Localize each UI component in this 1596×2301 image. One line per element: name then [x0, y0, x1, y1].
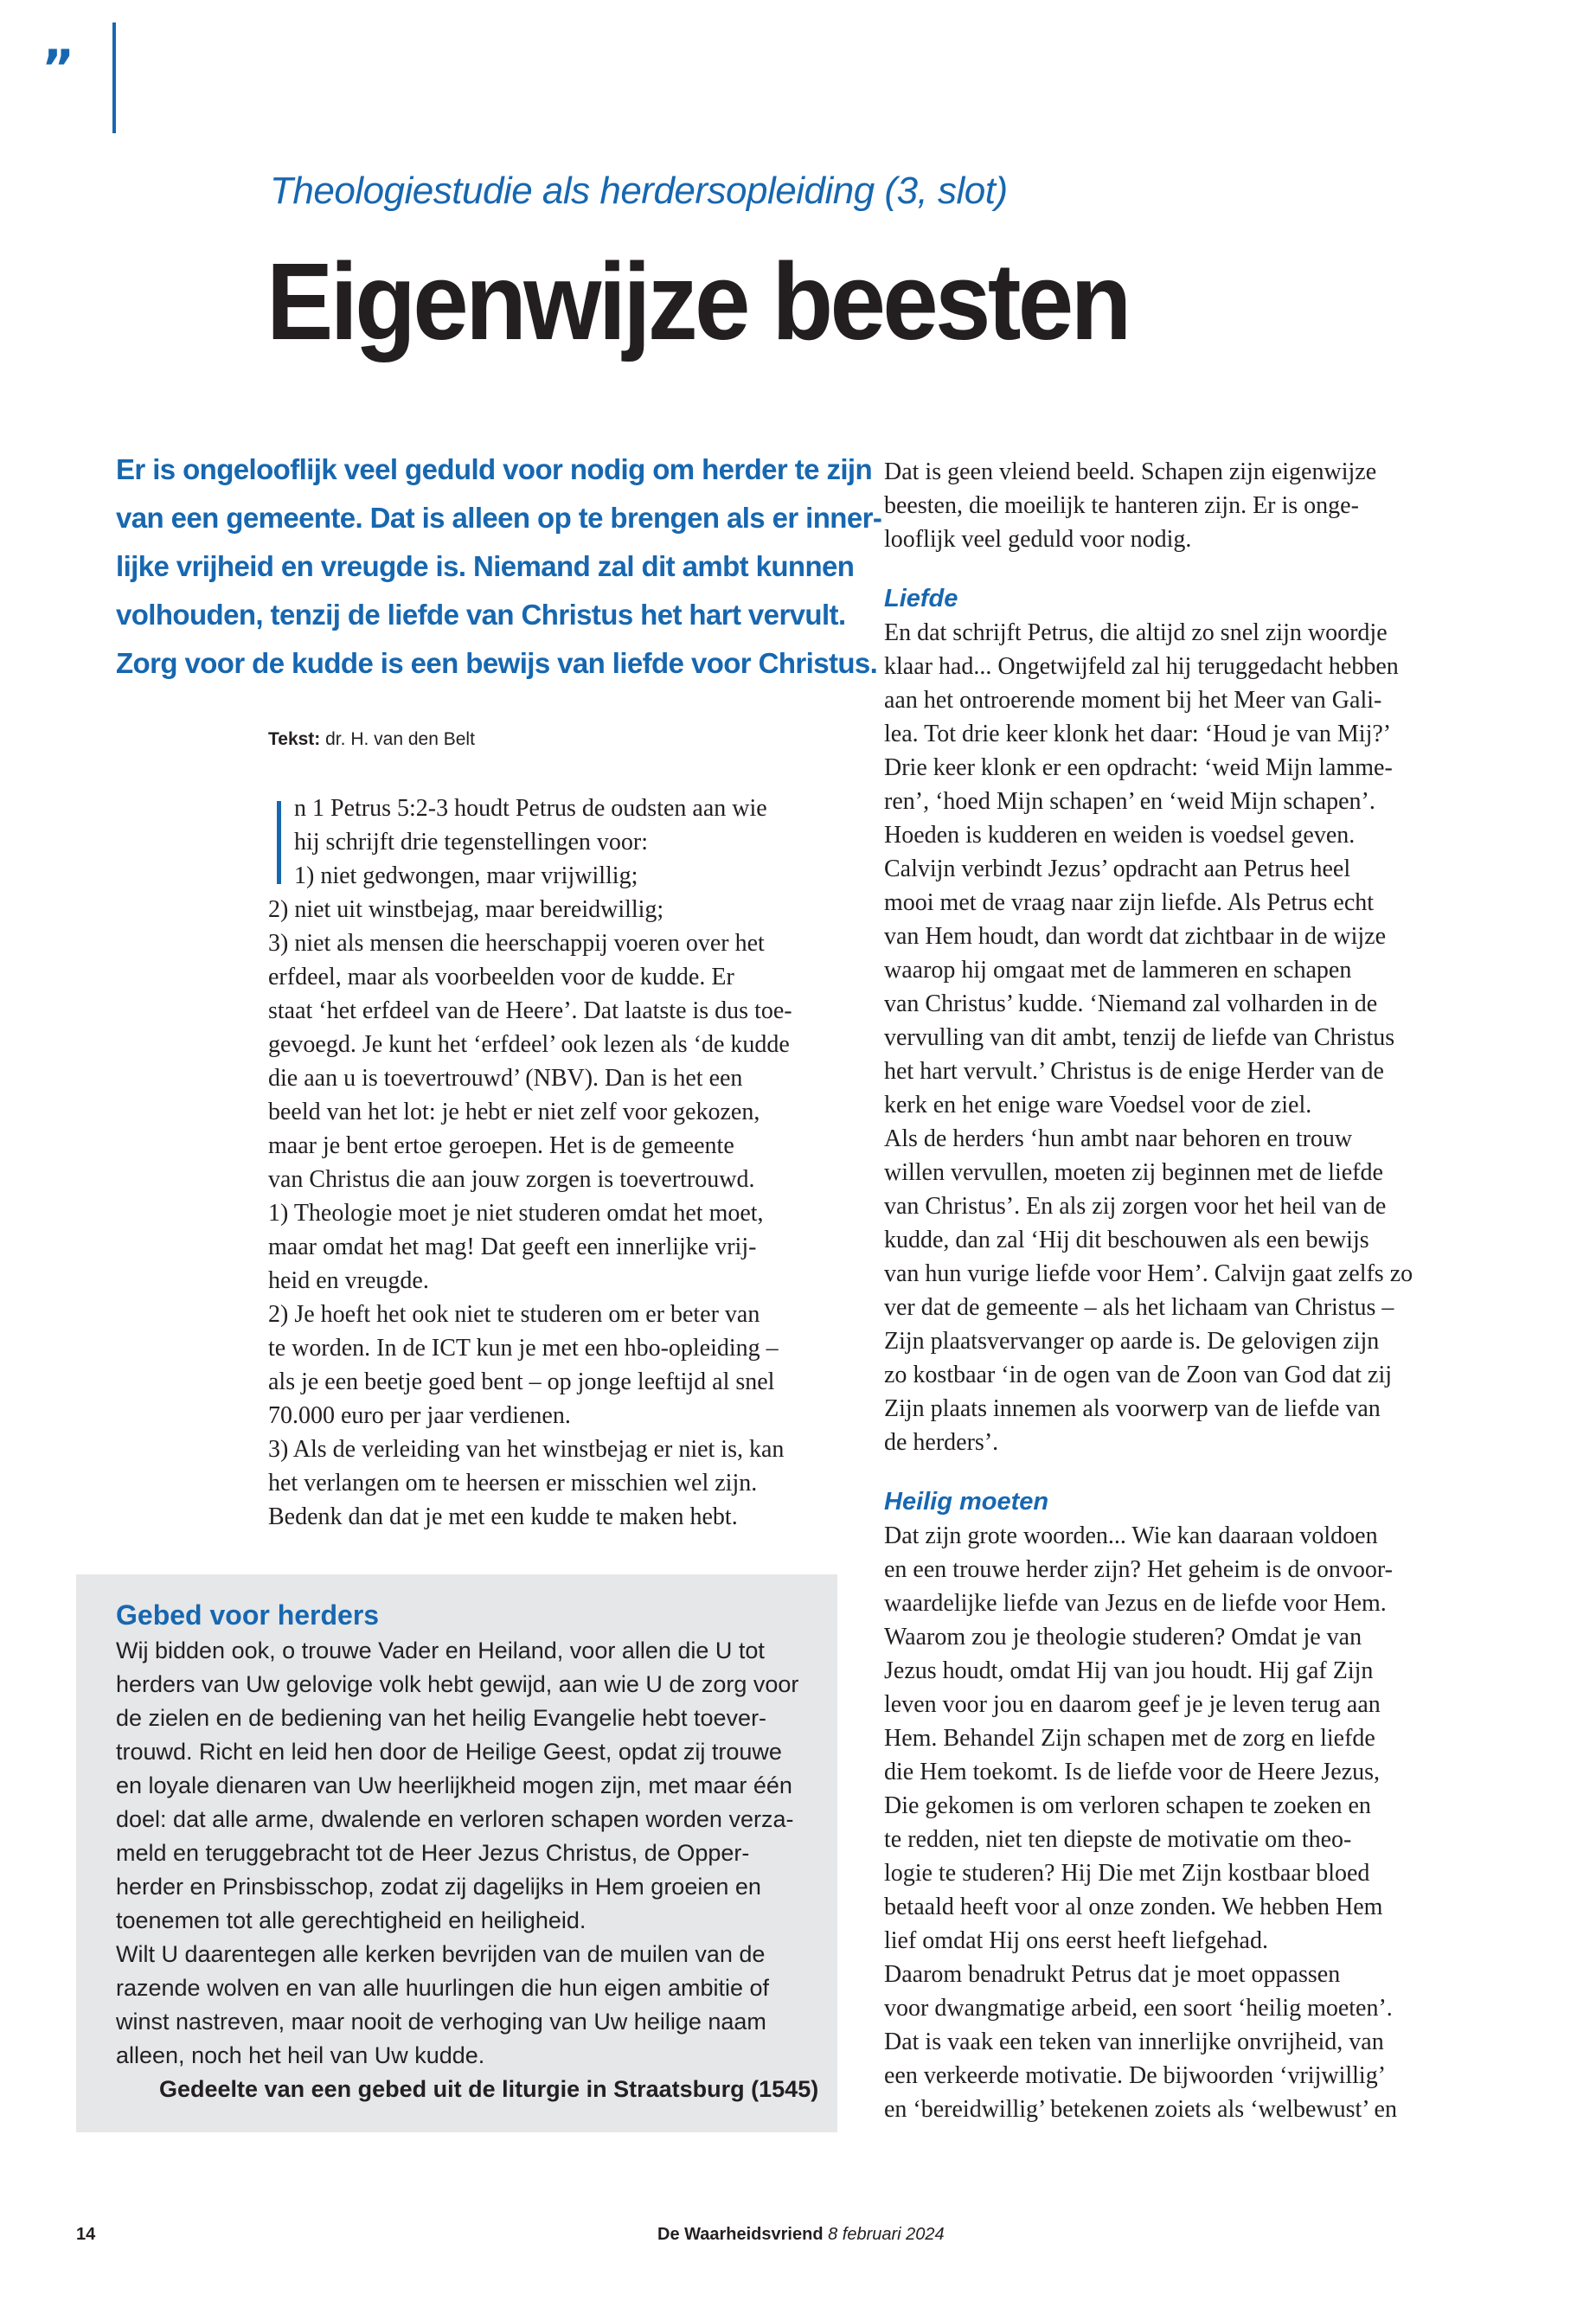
body-line: beeld van het lot: je hebt er niet zelf voor gekozen,	[268, 1099, 760, 1125]
body-column-left	[268, 792, 839, 1534]
body-line: aan het ontroerende moment bij het Meer van Gali-	[884, 687, 1382, 714]
quote-mark-icon: ”	[42, 39, 75, 98]
body-line: van hun vurige liefde voor Hem’. Calvijn gaat zelfs zo	[884, 1260, 1413, 1287]
lead-line: Zorg voor de kudde is een bewijs van liefde voor Christus.	[116, 647, 878, 679]
body-line: te worden. In de ICT kun je met een hbo-opleiding –	[268, 1335, 779, 1362]
body-line: Zijn plaatsvervanger op aarde is. De gelovigen zijn	[884, 1328, 1380, 1355]
body-line: Drie keer klonk er een opdracht: ‘weid Mijn lamme-	[884, 754, 1393, 781]
body-line: En dat schrijft Petrus, die altijd zo snel zijn woordje	[884, 619, 1388, 646]
body-line: Waarom zou je theologie studeren? Omdat je van	[884, 1624, 1362, 1650]
body-line: klaar had... Ongetwijfeld zal hij teruggedacht hebben	[884, 653, 1399, 680]
lead-line: volhouden, tenzij de liefde van Christus het hart vervult.	[116, 599, 846, 631]
article-kicker: Theologiestudie als herdersopleiding (3, slot)	[270, 170, 1008, 212]
prayer-box-title: Gebed voor herders	[116, 1599, 380, 1631]
body-line: 3) niet als mensen die heerschappij voeren over het	[268, 930, 765, 957]
body-line: hij schrijft drie tegenstellingen voor:	[294, 829, 649, 856]
body-line: logie te studeren? Hij Die met Zijn kostbaar bloed	[884, 1860, 1370, 1887]
body-line: maar omdat het mag! Dat geeft een innerlijke vrij-	[268, 1234, 757, 1260]
body-line: die Hem toekomt. Is de liefde voor de Heere Jezus,	[884, 1759, 1381, 1785]
body-line: looflijk veel geduld voor nodig.	[884, 526, 1192, 553]
subheading-liefde: Liefde	[884, 585, 958, 612]
body-line: Die gekomen is om verloren schapen te zoeken en	[884, 1792, 1371, 1819]
prayer-line: Wilt U daarentegen alle kerken bevrijden van de muilen van de	[116, 1941, 766, 1967]
body-line: Dat is geen vleiend beeld. Schapen zijn eigenwijze	[884, 458, 1377, 485]
prayer-line: herders van Uw gelovige volk hebt gewijd, aan wie U de zorg voor	[116, 1671, 799, 1697]
body-line: ren’, ‘hoed Mijn schapen’ en ‘weid Mijn schapen’.	[884, 788, 1375, 815]
body-line: vervulling van dit ambt, tenzij de liefde van Christus	[884, 1024, 1395, 1051]
body-line: voor dwangmatige arbeid, een soort ‘heilig moeten’.	[884, 1995, 1393, 2022]
body-line: Daarom benadrukt Petrus dat je moet oppassen	[884, 1961, 1341, 1988]
prayer-line: winst nastreven, maar nooit de verhoging van Uw heilige naam	[116, 2009, 766, 2035]
body-line: Dat zijn grote woorden... Wie kan daaraan voldoen	[884, 1522, 1378, 1549]
body-line: Zijn plaats innemen als voorwerp van de liefde van	[884, 1395, 1381, 1422]
body-line: Hem. Behandel Zijn schapen met de zorg en liefde	[884, 1725, 1375, 1752]
byline-label: Tekst:	[268, 729, 321, 749]
body-line: 1) niet gedwongen, maar vrijwillig;	[294, 862, 638, 889]
body-line: staat ‘het erfdeel van de Heere’. Dat laatste is dus toe-	[268, 997, 792, 1024]
body-line: n 1 Petrus 5:2-3 houdt Petrus de oudsten aan wie	[294, 795, 767, 822]
prayer-line: toenemen tot alle gerechtigheid en heiligheid.	[116, 1907, 586, 1933]
body-line: als je een beetje goed bent – op jonge leeftijd al snel	[268, 1368, 775, 1395]
body-line: Bedenk dan dat je met een kudde te maken hebt.	[268, 1503, 738, 1530]
body-line: te redden, niet ten diepste de motivatie om theo-	[884, 1826, 1352, 1853]
body-line: zo kostbaar ‘in de ogen van de Zoon van God dat zij	[884, 1362, 1393, 1388]
byline	[268, 729, 475, 750]
subheading-heilig-moeten: Heilig moeten	[884, 1488, 1049, 1516]
body-line: Jezus houdt, omdat Hij van jou houdt. Hij gaf Zijn	[884, 1657, 1374, 1684]
body-line: maar je bent ertoe geroepen. Het is de gemeente	[268, 1132, 734, 1159]
body-line: 2) niet uit winstbejag, maar bereidwillig;	[268, 896, 664, 923]
prayer-line: meld en teruggebracht tot de Heer Jezus Christus, de Opper-	[116, 1840, 750, 1866]
paragraph-gap	[884, 1459, 1455, 1485]
paragraph-gap	[884, 556, 1455, 582]
page-number: 14	[76, 2225, 96, 2244]
body-line: erfdeel, maar als voorbeelden voor de kudde. Er	[268, 964, 734, 990]
body-line: van Christus’. En als zij zorgen voor het heil van de	[884, 1193, 1387, 1220]
prayer-line: razende wolven en van alle huurlingen die hun eigen ambitie of	[116, 1975, 770, 2001]
body-line: en ‘bereidwillig’ betekenen zoiets als ‘welbewust’ en	[884, 2096, 1397, 2123]
footer-publication	[657, 2225, 945, 2245]
prayer-line: de zielen en de bediening van het heilig Evangelie hebt toever-	[116, 1705, 767, 1731]
body-line: lief omdat Hij ons eerst heeft liefgehad.	[884, 1927, 1268, 1954]
magazine-name: De Waarheidsvriend	[657, 2225, 824, 2244]
body-line: kudde, dan zal ‘Hij dit beschouwen als een bewijs	[884, 1227, 1369, 1253]
body-line: heid en vreugde.	[268, 1267, 429, 1294]
lead-line: Er is ongelooflijk veel geduld voor nodig om herder te zijn	[116, 453, 873, 485]
body-line: leven voor jou en daarom geef je je leven terug aan	[884, 1691, 1381, 1718]
body-line: 1) Theologie moet je niet studeren omdat het moet,	[268, 1200, 764, 1227]
body-line: het verlangen om te heersen er misschien wel zijn.	[268, 1470, 758, 1497]
body-line: betaald heeft voor al onze zonden. We hebben Hem	[884, 1894, 1383, 1920]
body-line: 3) Als de verleiding van het winstbejag er niet is, kan	[268, 1436, 785, 1463]
prayer-box-content	[116, 1596, 825, 2106]
body-line: ver dat de gemeente – als het lichaam van Christus –	[884, 1294, 1394, 1321]
article-lead	[116, 445, 882, 688]
body-line: van Hem houdt, dan wordt dat zichtbaar in de wijze	[884, 923, 1387, 950]
prayer-line: herder en Prinsbisschop, zodat zij dagelijks in Hem groeien en	[116, 1874, 761, 1900]
body-line: lea. Tot drie keer klonk het daar: ‘Houd je van Mij?’	[884, 721, 1392, 747]
article-title: Eigenwijze beesten	[266, 240, 1129, 362]
body-line: 2) Je hoeft het ook niet te studeren om er beter van	[268, 1301, 760, 1328]
body-line: en een trouwe herder zijn? Het geheim is de onvoor-	[884, 1556, 1393, 1583]
body-line: beesten, die moeilijk te hanteren zijn. Er is onge-	[884, 492, 1359, 519]
prayer-line: trouwd. Richt en leid hen door de Heilige Geest, opdat zij trouwe	[116, 1739, 782, 1765]
body-line: het hart vervult.’ Christus is de enige Herder van de	[884, 1058, 1384, 1085]
body-line: kerk en het enige ware Voedsel voor de ziel.	[884, 1092, 1312, 1118]
body-line: Calvijn verbindt Jezus’ opdracht aan Petrus heel	[884, 856, 1351, 882]
byline-author: dr. H. van den Belt	[320, 729, 475, 749]
body-line: Hoeden is kudderen en weiden is voedsel geven.	[884, 822, 1356, 849]
body-line: van Christus’ kudde. ‘Niemand zal volharden in de	[884, 990, 1378, 1017]
body-line: mooi met de vraag naar zijn liefde. Als Petrus echt	[884, 889, 1375, 916]
body-line: een verkeerde motivatie. De bijwoorden ‘vrijwillig’	[884, 2062, 1387, 2089]
prayer-line: Wij bidden ook, o trouwe Vader en Heiland, voor allen die U tot	[116, 1638, 765, 1663]
prayer-line: alleen, noch het heil van Uw kudde.	[116, 2042, 485, 2068]
body-line: de herders’.	[884, 1429, 999, 1456]
issue-date: 8 februari 2024	[823, 2225, 945, 2244]
body-line: willen vervullen, moeten zij beginnen met de liefde	[884, 1159, 1383, 1186]
body-line: waarop hij omgaat met de lammeren en schapen	[884, 957, 1352, 984]
header-divider	[112, 22, 116, 133]
prayer-source: Gedeelte van een gebed uit de liturgie in Straatsburg (1545)	[159, 2076, 819, 2102]
body-line: gevoegd. Je kunt het ‘erfdeel’ ook lezen als ‘de kudde	[268, 1031, 790, 1058]
prayer-line: en loyale dienaren van Uw heerlijkheid mogen zijn, met maar één	[116, 1772, 792, 1798]
body-line: waardelijke liefde van Jezus en de liefde voor Hem.	[884, 1590, 1387, 1617]
body-line: die aan u is toevertrouwd’ (NBV). Dan is het een	[268, 1065, 743, 1092]
prayer-line: doel: dat alle arme, dwalende en verloren schapen worden verza-	[116, 1806, 794, 1832]
body-line: Dat is vaak een teken van innerlijke onvrijheid, van	[884, 2029, 1384, 2055]
lead-line: van een gemeente. Dat is alleen op te brengen als er inner-	[116, 502, 882, 534]
body-line: Als de herders ‘hun ambt naar behoren en trouw	[884, 1125, 1353, 1152]
body-line: van Christus die aan jouw zorgen is toevertrouwd.	[268, 1166, 755, 1193]
body-column-right	[884, 455, 1455, 2126]
lead-line: lijke vrijheid en vreugde is. Niemand zal dit ambt kunnen	[116, 550, 855, 582]
body-line: 70.000 euro per jaar verdienen.	[268, 1402, 571, 1429]
